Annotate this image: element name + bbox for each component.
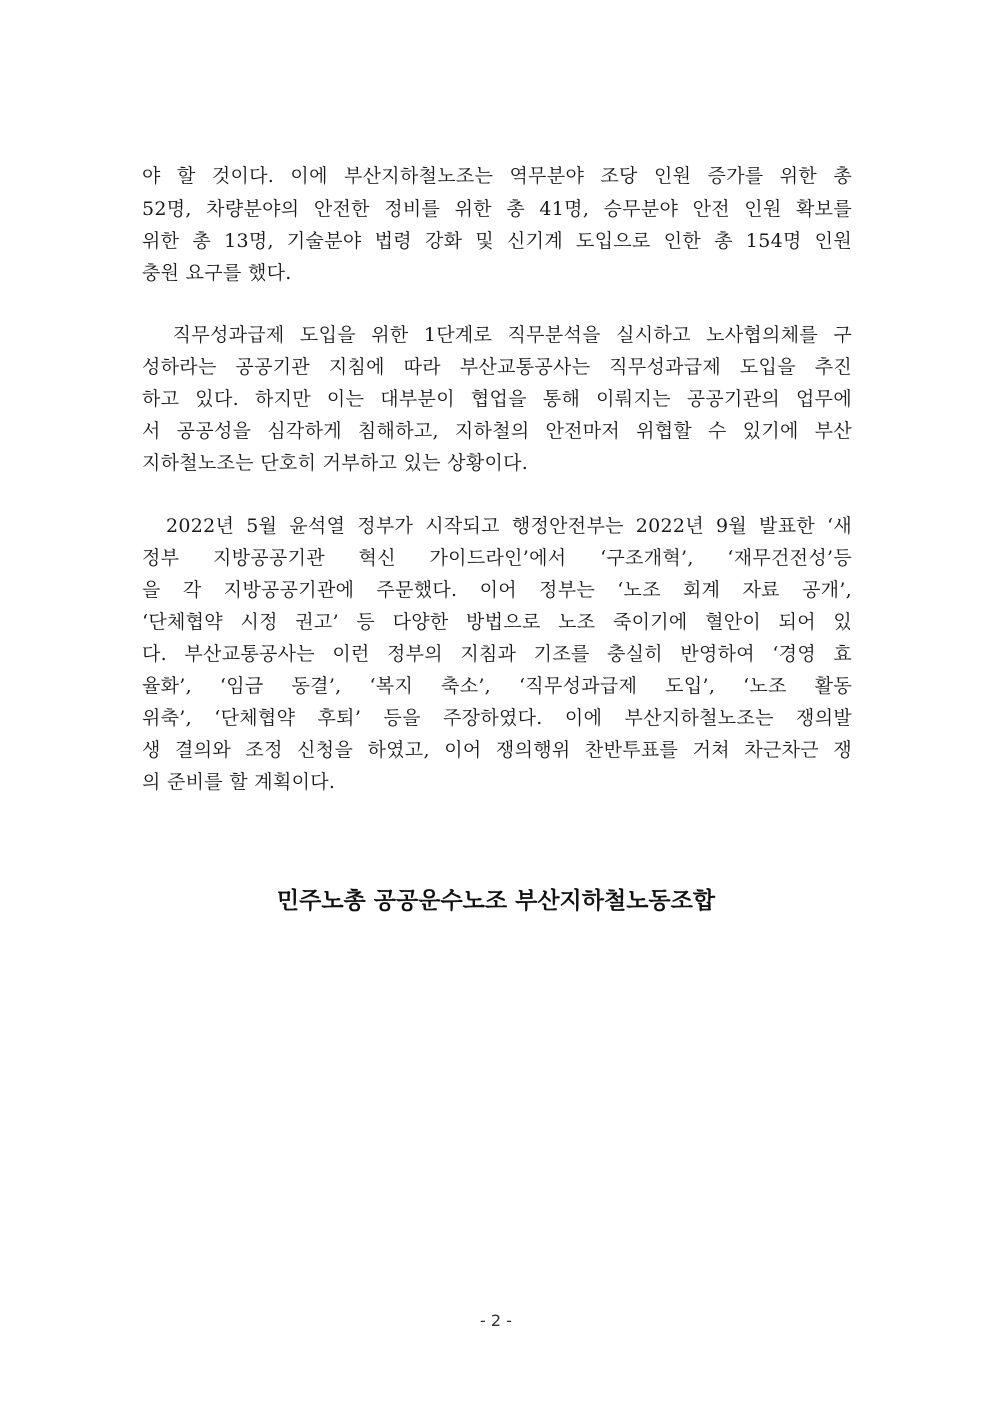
text-line: 정부 지방공공기관 혁신 가이드라인’에서 ‘구조개혁’, ‘재무건전성’등	[142, 547, 852, 569]
text-line: 위축’, ‘단체협약 후퇴’ 등을 주장하였다. 이에 부산지하철노조는 쟁의발	[142, 707, 852, 729]
text-line: 성하라는 공공기관 지침에 따라 부산교통공사는 직무성과급제 도입을 추진	[142, 356, 852, 378]
text-line: 직무성과급제 도입을 위한 1단계로 직무분석을 실시하고 노사협의체를 구	[142, 324, 852, 346]
text-line: 율화’, ‘임금 동결’, ‘복지 축소’, ‘직무성과급제 도입’, ‘노조 활동	[142, 675, 852, 697]
text-line: 을 각 지방공공기관에 주문했다. 이어 정부는 ‘노조 회계 자료 공개’,	[142, 579, 852, 601]
text-line: 야 할 것이다. 이에 부산지하철노조는 역무분야 조당 인원 증가를 위한 총	[142, 165, 852, 187]
organization-signature: 민주노총 공공운수노조 부산지하철노동조합	[276, 888, 716, 914]
text-line: 2022년 5월 윤석열 정부가 시작되고 행정안전부는 2022년 9월 발표한 ‘새	[142, 515, 852, 537]
text-line: 52명, 차량분야의 안전한 정비를 위한 총 41명, 승무분야 안전 인원 확보를	[142, 198, 852, 220]
text-line: 지하철노조는 단호히 거부하고 있는 상황이다.	[142, 452, 529, 474]
text-line: ‘단체협약 시정 권고’ 등 다양한 방법으로 노조 죽이기에 혈안이 되어 있	[142, 611, 852, 633]
text-line: 의 준비를 할 계획이다.	[142, 771, 336, 793]
page-number: - 2 -	[480, 1311, 512, 1330]
text-line: 서 공공성을 심각하게 침해하고, 지하철의 안전마저 위협할 수 있기에 부산	[142, 420, 852, 442]
text-line: 위한 총 13명, 기술분야 법령 강화 및 신기계 도입으로 인한 총 154명 인원	[142, 230, 852, 252]
text-line: 생 결의와 조정 신청을 하였고, 이어 쟁의행위 찬반투표를 거쳐 차근차근 쟁	[142, 739, 852, 761]
text-line: 다. 부산교통공사는 이런 정부의 지침과 기조를 충실히 반영하여 ‘경영 효	[142, 643, 852, 665]
text-line: 하고 있다. 하지만 이는 대부분이 협업을 통해 이뤄지는 공공기관의 업무에	[142, 388, 852, 410]
text-line: 충원 요구를 했다.	[142, 262, 292, 284]
